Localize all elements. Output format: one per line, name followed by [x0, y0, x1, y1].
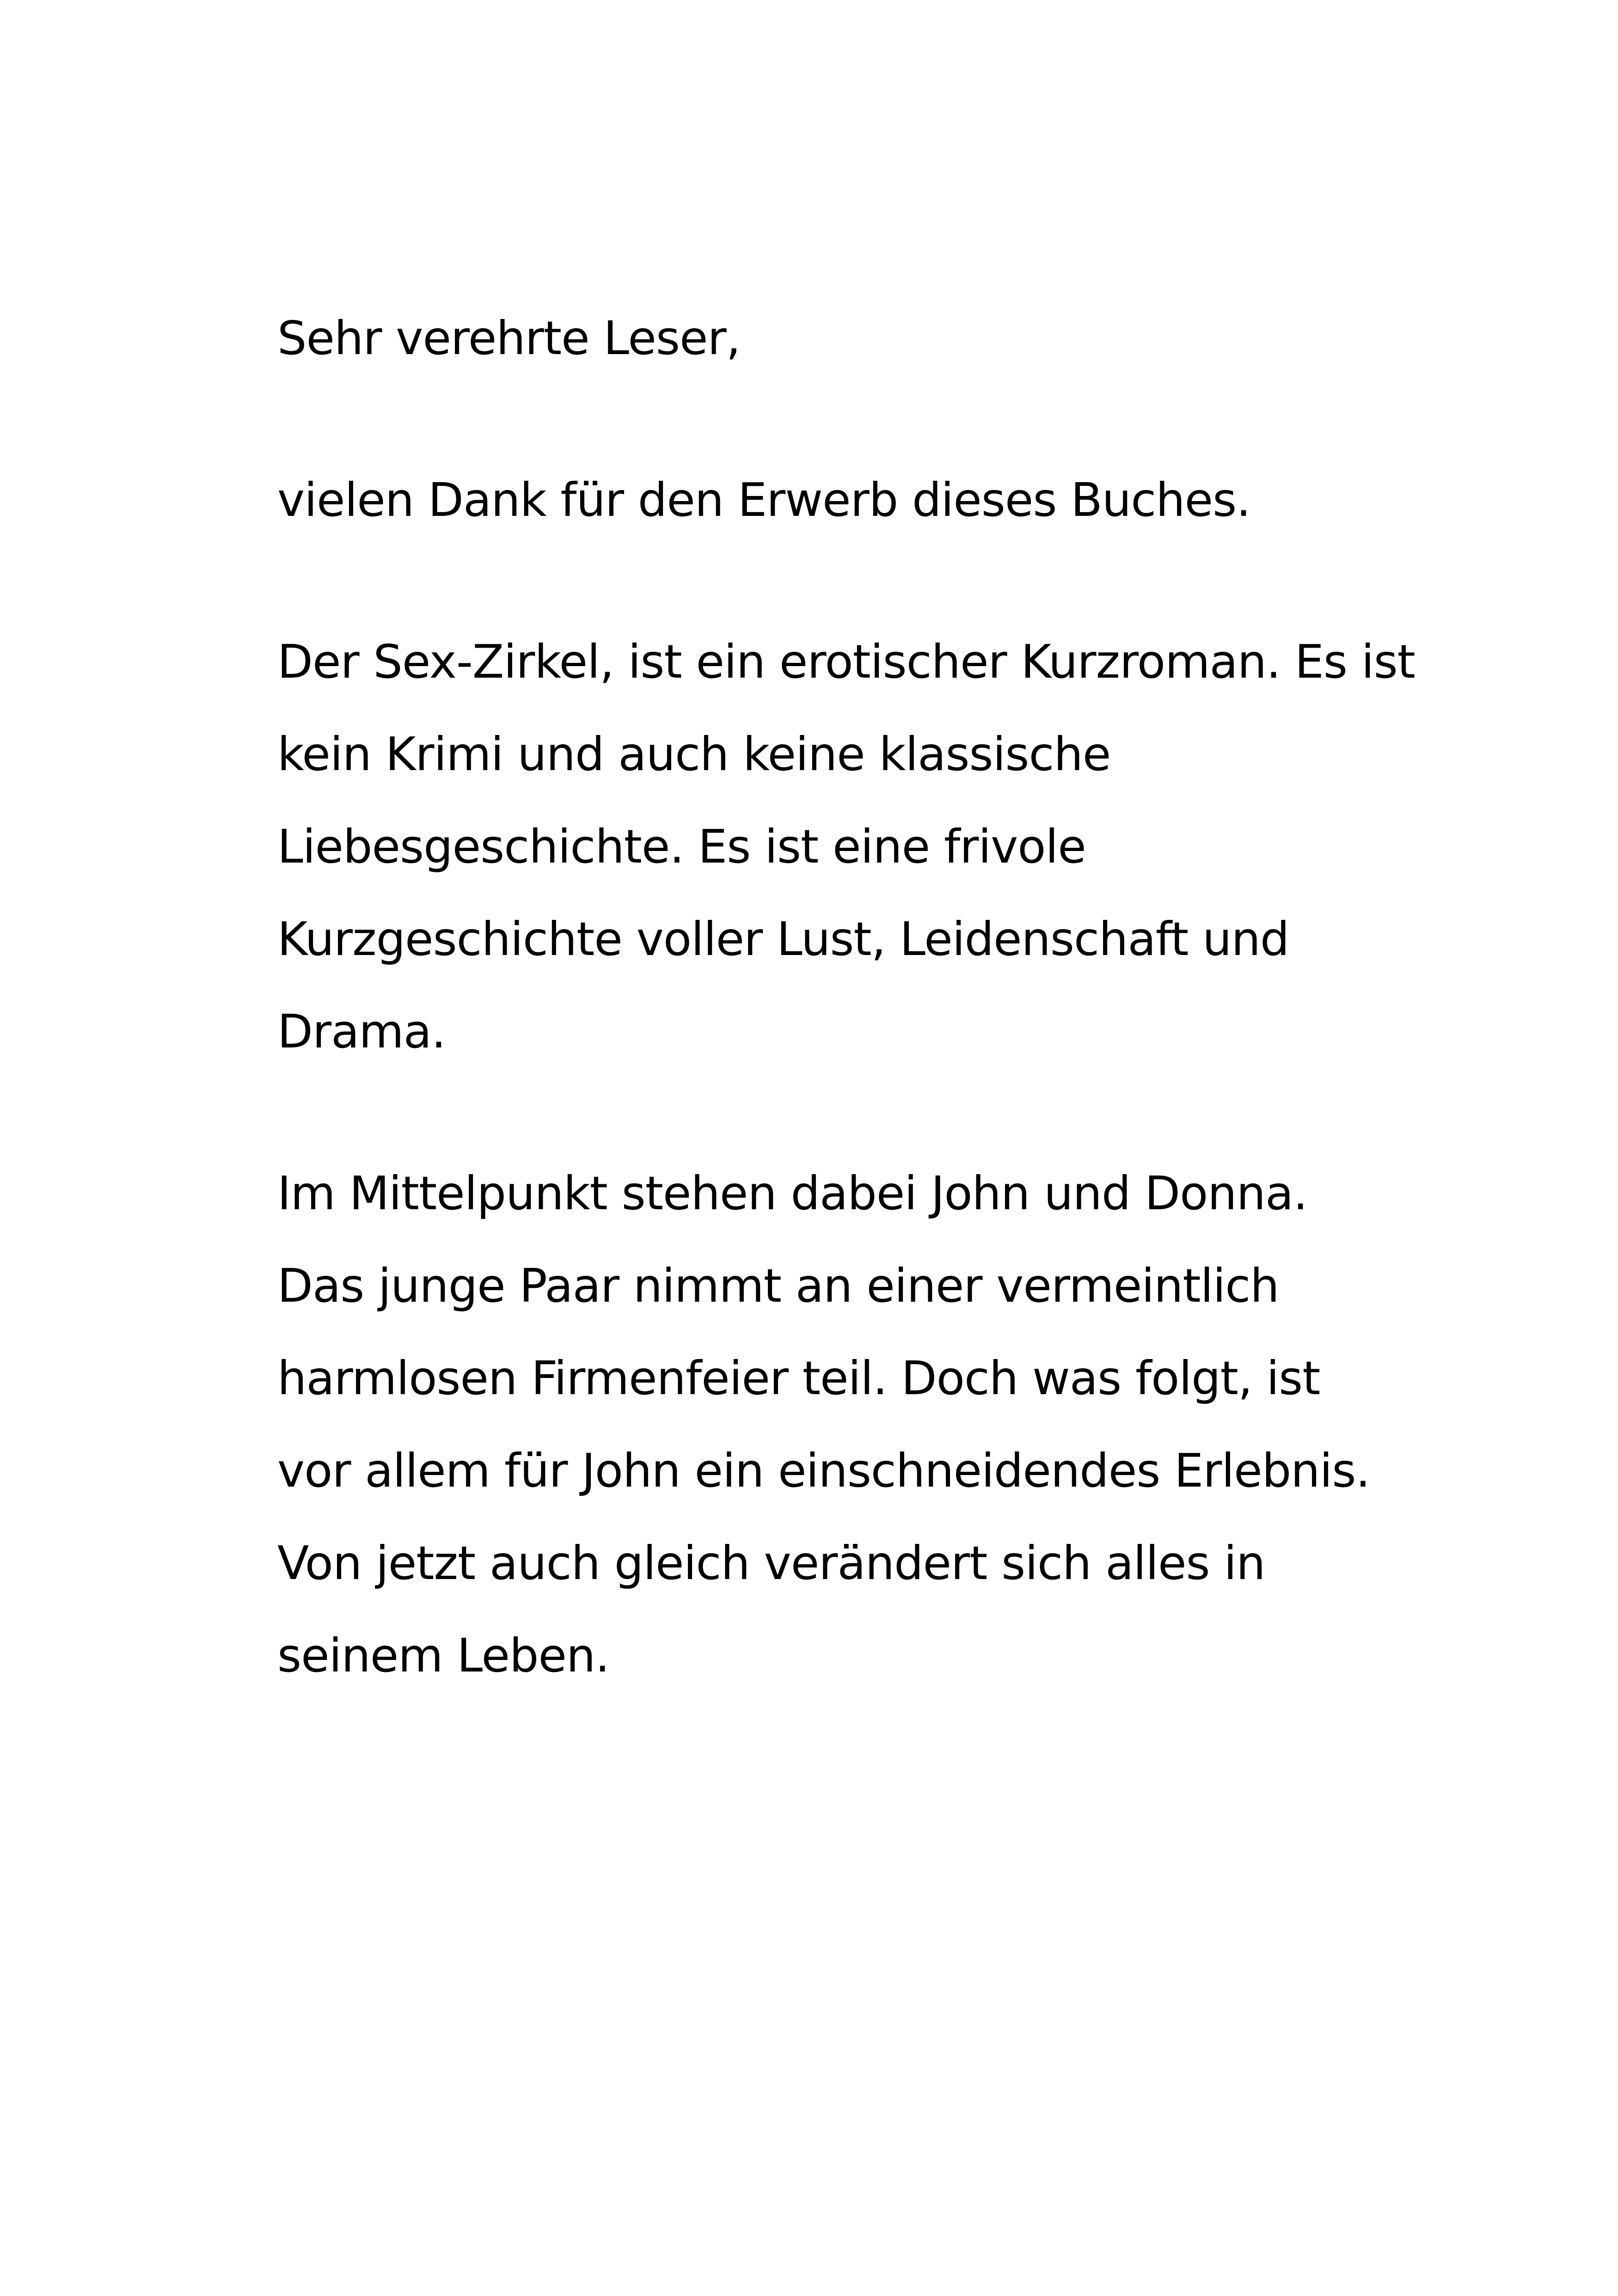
- letter-body: [277, 292, 1415, 1702]
- paragraph-spacer: [277, 385, 1415, 454]
- thanks-line: vielen Dank für den Erwerb dieses Buches.: [277, 473, 1250, 527]
- text-line: Liebesgeschichte. Es ist eine frivole: [277, 820, 1086, 874]
- salutation: Sehr verehrte Leser,: [277, 311, 741, 365]
- paragraph-spacer: [277, 1078, 1415, 1147]
- text-line: Kurzgeschichte voller Lust, Leidenschaft und: [277, 912, 1289, 966]
- text-line: Von jetzt auch gleich verändert sich alles in: [277, 1536, 1265, 1590]
- text-line: Der Sex-Zirkel, ist ein erotischer Kurzroman. Es ist: [277, 635, 1415, 689]
- text-line: seinem Leben.: [277, 1629, 610, 1683]
- text-line: Das junge Paar nimmt an einer vermeintlich: [277, 1259, 1279, 1313]
- text-line: harmlosen Firmenfeier teil. Doch was folgt, ist: [277, 1351, 1320, 1405]
- paragraph-plot: [277, 1147, 1415, 1702]
- paragraph-spacer: [277, 546, 1415, 616]
- paragraph-intro: [277, 616, 1415, 1078]
- text-line: vor allem für John ein einschneidendes Erlebnis.: [277, 1444, 1370, 1498]
- text-line: Im Mittelpunkt stehen dabei John und Donna.: [277, 1166, 1308, 1220]
- text-line: kein Krimi und auch keine klassische: [277, 727, 1111, 781]
- text-line: Drama.: [277, 1004, 446, 1059]
